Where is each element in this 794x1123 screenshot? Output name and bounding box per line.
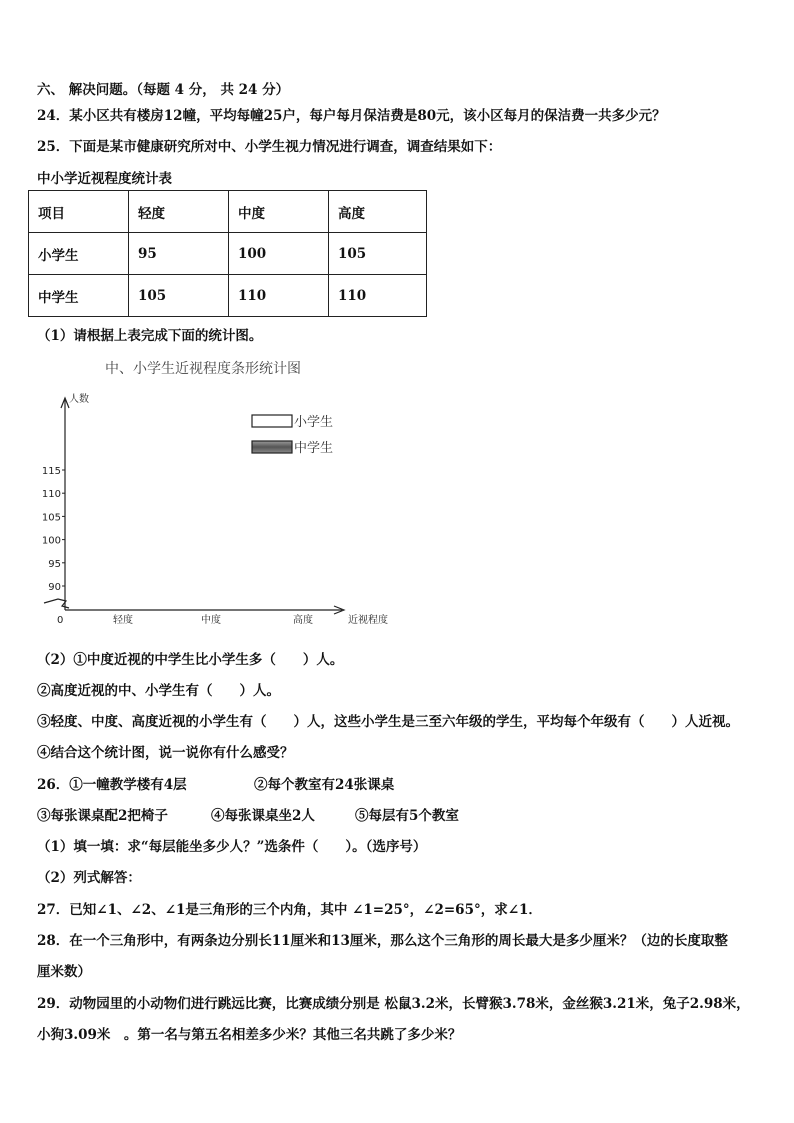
table-cell: 95: [129, 233, 229, 275]
legend-label-primary: 小学生: [294, 415, 334, 430]
y-tick-label: 90: [48, 582, 61, 593]
y-tick-label: 110: [41, 489, 61, 501]
question-25-sub2-d: ④结合这个统计图，说一说你有什么感受？: [37, 745, 294, 761]
y-tick-label: 105: [41, 512, 61, 524]
question-26-cond-5: ⑤每层有5个教室: [355, 808, 459, 824]
table-cell: 中学生: [29, 275, 129, 317]
question-29-line2: 小狗3.09米 。第一名与第五名相差多少米？其他三名共跳了多少米？: [37, 1027, 462, 1043]
origin-label: 0: [57, 615, 64, 626]
table-cell: 110: [329, 275, 427, 317]
question-25-sub2-c: ③轻度、中度、高度近视的小学生有（ ）人，这些小学生是三至六年级的学生，平均每个年级有（ ）人近视。: [37, 714, 739, 730]
question-29-line1: 29．动物园里的小动物们进行跳远比赛，比赛成绩分别是 松鼠3.2米，长臂猴3.78米，金丝猴3.21米，兔子2.98米，: [37, 996, 750, 1012]
question-26-sub2: （2）列式解答：: [37, 870, 141, 886]
question-26-sub1: （1）填一填：求“每层能坐多少人？”选条件（ ）。（选序号）: [37, 839, 427, 855]
x-category-label: 轻度: [113, 615, 133, 626]
question-26-cond-3: ③每张课桌配2把椅子: [37, 808, 168, 824]
table-cell: 小学生: [29, 233, 129, 275]
question-26-cond-2: ②每个教室有24张课桌: [254, 777, 395, 793]
table-cell: 100: [229, 233, 329, 275]
bar-chart-svg: [0, 350, 420, 640]
question-28-line1: 28．在一个三角形中，有两条边分别长11厘米和13厘米，那么这个三角形的周长最大是多少厘米？（边的长度取整: [37, 933, 728, 949]
y-tick-label: 95: [48, 558, 61, 570]
question-26-cond-1: 26．①一幢教学楼有4层: [37, 777, 187, 793]
x-category-group: [113, 613, 313, 626]
question-27: 27．已知∠1、∠2、∠1是三角形的三个内角，其中 ∠1=25°，∠2=65°，求∠1．: [37, 902, 542, 918]
question-25-sub2-b: ②高度近视的中、小学生有（ ）人。: [37, 683, 280, 699]
legend-swatch-secondary: [252, 441, 292, 453]
y-axis-label: 人数: [69, 394, 89, 405]
y-tick-label: 100: [41, 535, 61, 547]
chart-title: 中、小学生近视程度条形统计图: [105, 361, 301, 377]
table-title: 中小学近视程度统计表: [37, 171, 172, 187]
table-header-cell: 项目: [29, 191, 129, 233]
myopia-table: [28, 190, 427, 317]
table-cell: 110: [229, 275, 329, 317]
x-category-label: 高度: [293, 615, 313, 626]
question-26-cond-4: ④每张课桌坐2人: [211, 808, 315, 824]
table-row: [29, 275, 427, 317]
table-row: [29, 233, 427, 275]
x-axis-label: 近视程度: [348, 615, 388, 626]
table-header-cell: 轻度: [129, 191, 229, 233]
section-heading: 六、 解决问题。（每题 4 分， 共 24 分）: [37, 82, 290, 98]
table-cell: 105: [129, 275, 229, 317]
table-header-cell: 高度: [329, 191, 427, 233]
legend-label-secondary: 中学生: [294, 441, 334, 456]
table-header-row: [29, 191, 427, 233]
x-category-label: 中度: [201, 615, 221, 626]
y-tick-group: [42, 466, 65, 593]
question-25-intro: 25．下面是某市健康研究所对中、小学生视力情况进行调查，调查结果如下：: [37, 139, 502, 155]
table-cell: 105: [329, 233, 427, 275]
legend-swatch-primary: [252, 415, 292, 427]
question-28-line2: 厘米数）: [37, 964, 91, 980]
question-25-sub2-a: （2）①中度近视的中学生比小学生多（ ）人。: [37, 652, 344, 668]
question-24: 24．某小区共有楼房12幢，平均每幢25户，每户每月保洁费是80元，该小区每月的保洁费一共多少元？: [37, 108, 666, 124]
y-tick-label: 115: [41, 466, 61, 477]
bar-chart: [0, 350, 420, 640]
table-header-cell: 中度: [229, 191, 329, 233]
question-25-sub1: （1）请根据上表完成下面的统计图。: [37, 328, 263, 344]
